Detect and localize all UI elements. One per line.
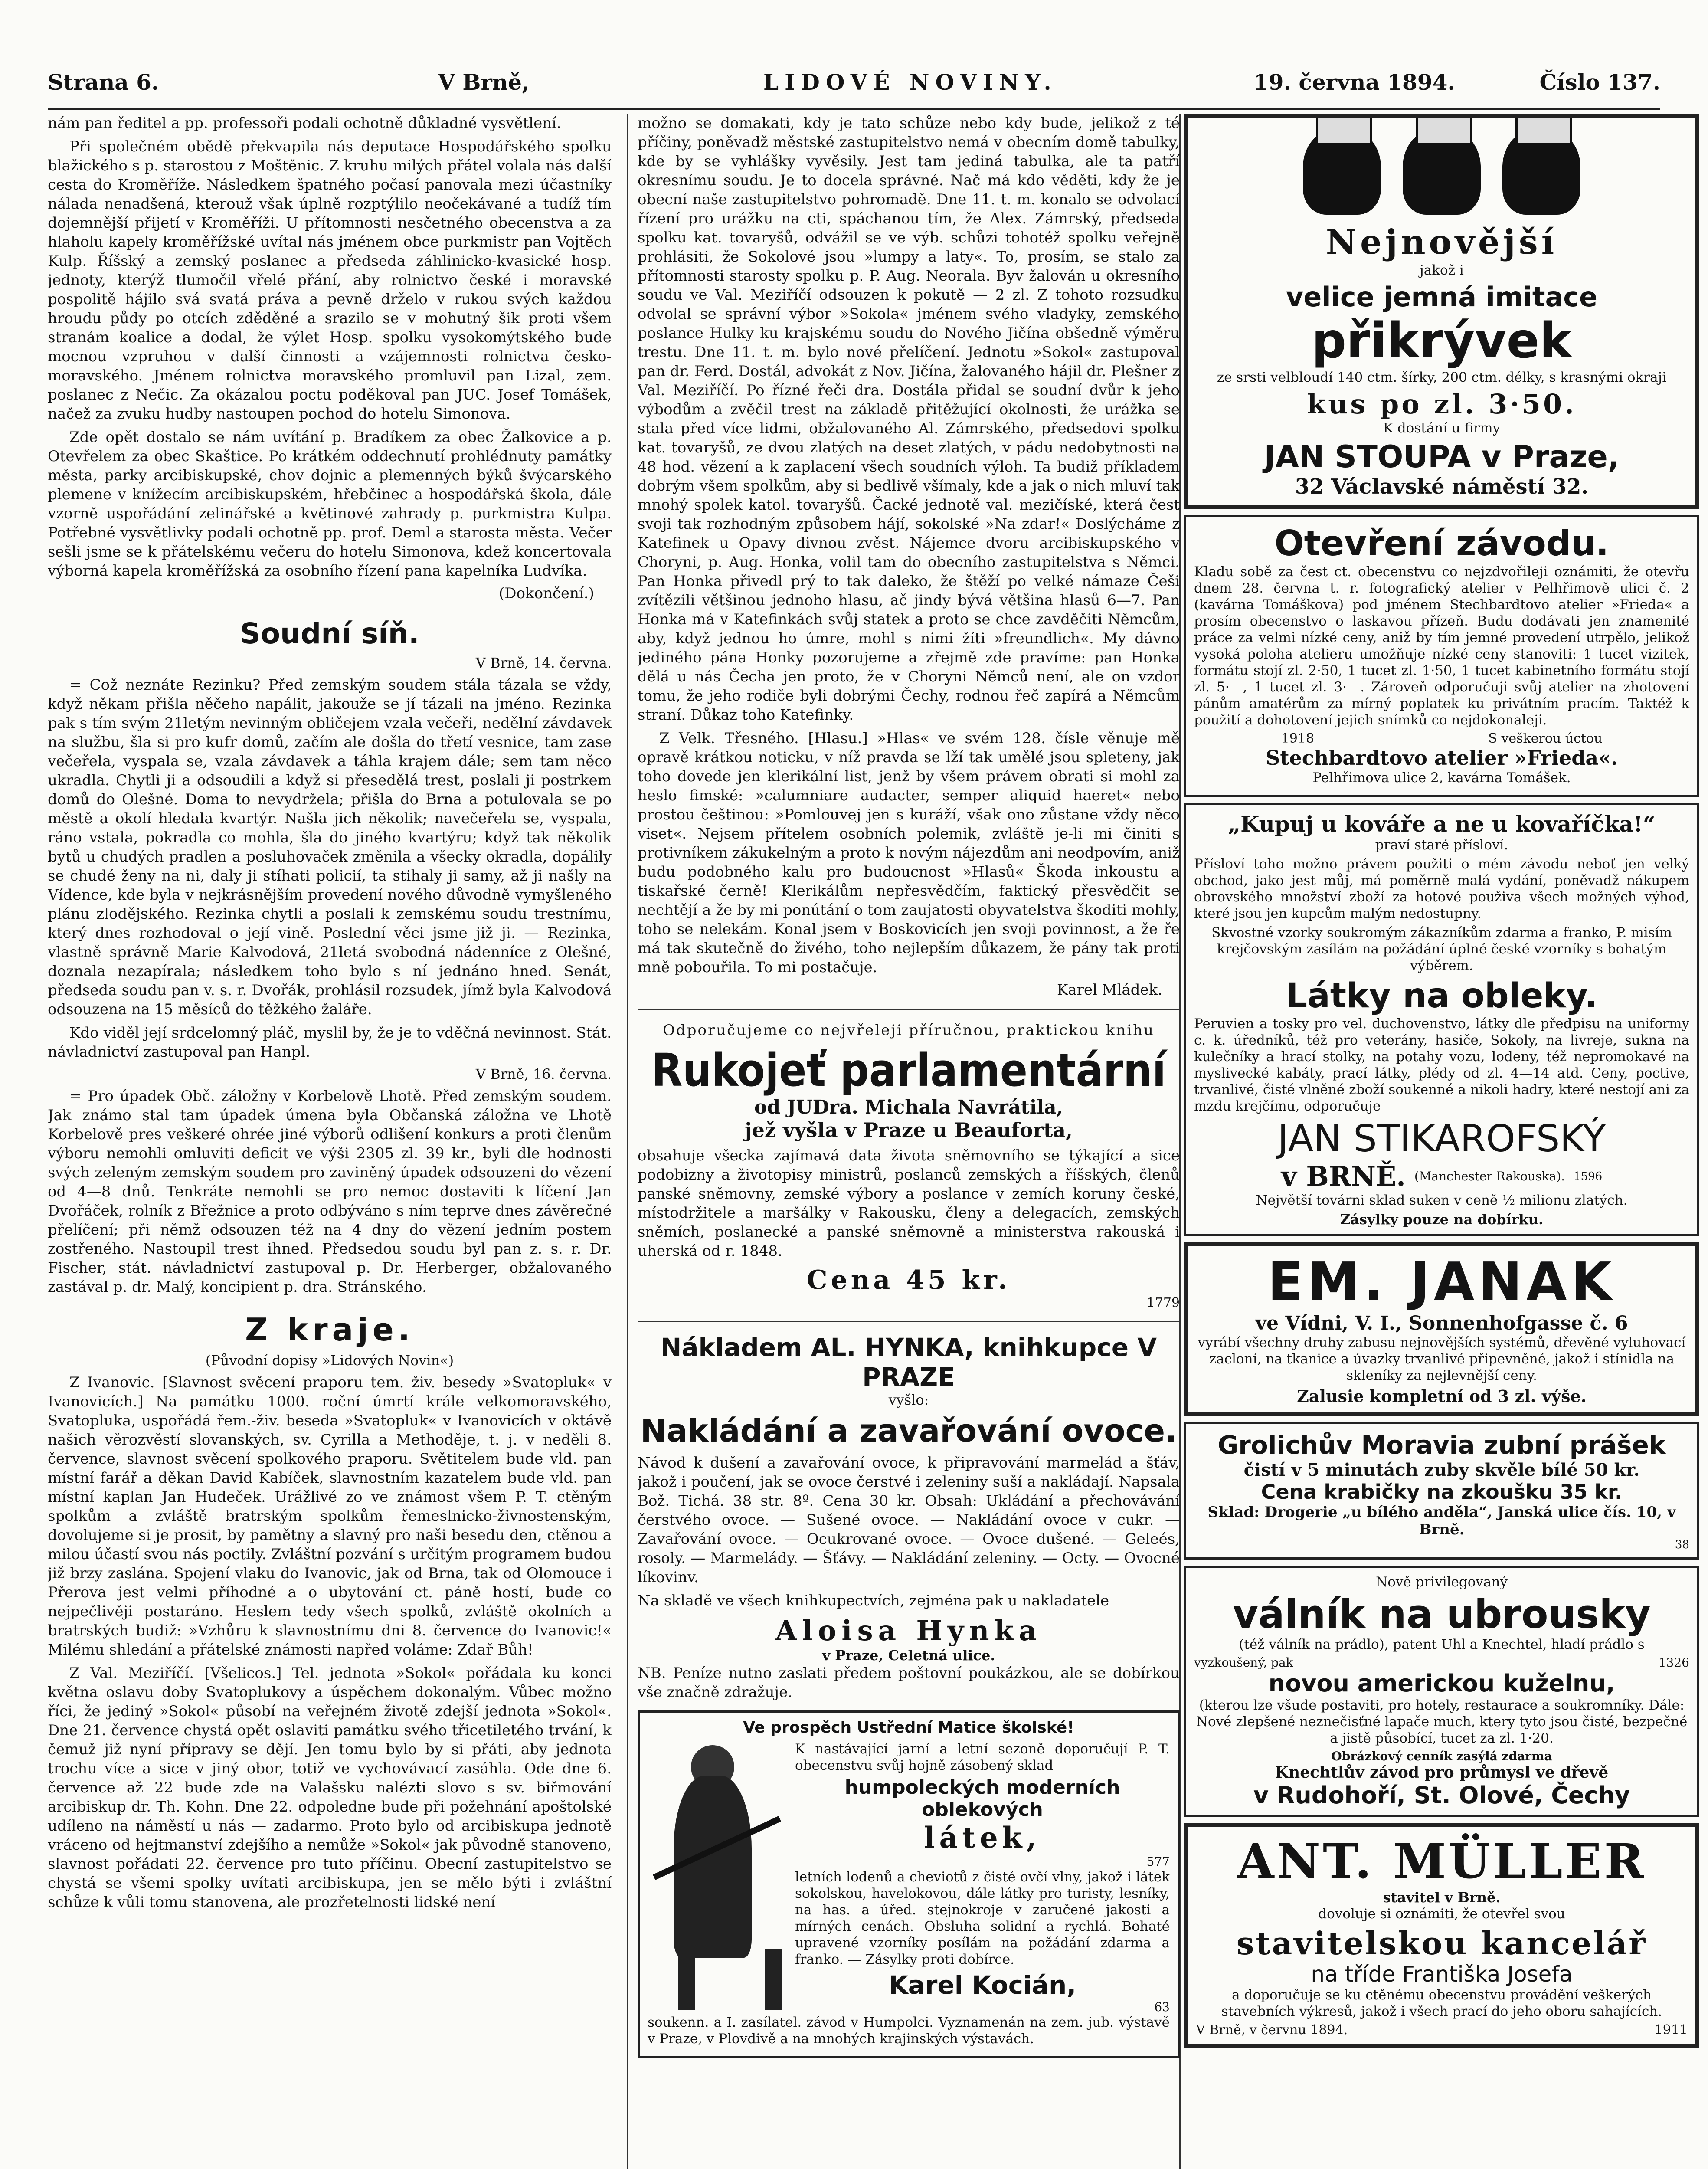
ad-text: Nově privilegovaný — [1376, 1574, 1508, 1590]
ad-price: Cena krabičky na zkoušku 35 kr. — [1261, 1480, 1623, 1504]
signature: Karel Mládek. — [1057, 981, 1162, 999]
ad-text: vyzkoušený, pak — [1194, 1655, 1293, 1670]
ad-number: 577 — [1146, 1854, 1170, 1869]
ad-number: 1918 — [1281, 731, 1315, 746]
ad-title: Nejnovější — [1325, 223, 1558, 262]
ad-text: a doporučuje se ku ctěnému obecenstvu provádění veškerých stavebních výkresů, jakož i všech prací do jeho oboru sahajících. — [1221, 1987, 1662, 2019]
hand-icon — [1403, 128, 1481, 215]
hand-icon — [1303, 128, 1381, 215]
ad-stoupa — [1184, 114, 1699, 509]
ad-name: JAN STOUPA v Praze, — [1264, 439, 1620, 475]
hand-icon — [1502, 128, 1580, 215]
dateline: V Brně, 16. června. — [475, 1066, 612, 1082]
ad-text: Největší továrni sklad suken v ceně ½ milionu zlatých. — [1256, 1193, 1628, 1208]
ad-text: Zásylky pouze na dobírku. — [1340, 1211, 1544, 1228]
divider — [638, 1009, 1180, 1010]
page-number: Strana 6. — [48, 69, 159, 95]
ad-number: 1326 — [1658, 1655, 1689, 1670]
issue-date: 19. června 1894. — [1253, 69, 1455, 95]
section-title: Z kraje. — [245, 1311, 415, 1348]
ad-text: NB. Peníze nutno zaslati předem poštovní poukázkou, ale se dobírkou vše značně zdražuje. — [638, 1664, 1180, 1701]
ad-text: praví staré přísloví. — [1375, 837, 1508, 853]
ad-address: v Rudohoří, St. Olové, Čechy — [1253, 1782, 1630, 1809]
ad-title: Otevření závodu. — [1274, 523, 1609, 564]
ad-janak — [1184, 1242, 1699, 1416]
ad-title: novou americkou kuželnu, — [1268, 1670, 1615, 1697]
ad-number: 38 — [1675, 1538, 1689, 1551]
ad-title: humpoleckých moderních oblekových — [844, 1776, 1120, 1821]
paragraph: Kdo viděl její srdcelomný pláč, myslil by, že je to vděčná nevinnost. Stát. návladnictví zastupoval pan Hanpl. — [48, 1024, 612, 1061]
dateline-place: V Brně, — [438, 69, 530, 95]
hands-illustration — [1196, 128, 1688, 215]
ad-text: obsahuje všecka zajímavá data života sněmovního se týkající a sice podobizny a životopisy ministrů, poslanců zemských a říšských, členů panské sněmovny, zemské výbory a poslance v zemích koruny české, místodržitele a maršálky v Rakousku, členy a delegacích, zemských sněmích, poslanecké a panské sněmovně a ministerstva rakouská i uherská od r. 1848. — [638, 1147, 1180, 1260]
ad-number: 1596 — [1574, 1170, 1603, 1183]
paragraph: Z Val. Meziříčí. [Všelicos.] Tel. jednota »Sokol« pořádala ku konci května oslavu doby Svatoplukovy a úspěchem dokonalým. Vůbec možno říci, že jediný »Sokol« působí na veřejném životě zdejší jednota »Sokol«. Dne 21. července chystá opět oslaviti památku svého třicetiletého trvání, k čemuž již nyní přípravy se dějí. Jen tomu bylo by si přáti, aby jednota trochu více a sice v jiný obor, totiž ve vychovávací zasáhla. Ode dne 6. července až 22 bude zde na Valašsku nalézti slovo s sv. biřmování arcibiskup dr. Th. Kohn. Dne 22. odpoledne bude při požehnání apoštolské udíleno na náměstí u nás — zadarmo. Proto bylo od arcibiskupa jednotě vráceno od hejtmanství zdejšího a nemůže »Sokol« jak původně stanoveno, slavnost pořádati 22. července pro tuto příčinu. Obecní zastupitelstvo se chystá se všemi spolky uvítati arcibiskupa, jen se mělo býti i zvláštní schůze k vůli tomu stanovena, ale prozřetelnosti lidské není — [48, 1664, 612, 1911]
ad-city: v BRNĚ. — [1281, 1160, 1406, 1192]
ad-title: Ve prospěch Ustřední Matice školské! — [743, 1719, 1074, 1737]
ad-number: 1779 — [1146, 1295, 1180, 1311]
ad-address: Pelhřimova ulice 2, kavárna Tomášek. — [1312, 770, 1571, 786]
paragraph: Z Ivanovic. [Slavnost svěcení praporu tem. živ. besedy »Svatopluk« v Ivanovicích.] Na památku 1000. roční úmrtí krále velkomoravského, Svatopluka, uspořádá řem.-živ. beseda »Svatopluk« v Ivanovicích v oktávě našich věrozvěstí slovanských, sv. Cyrilla a Methoděje, t. j. v neděli 8. července, slavnost svěcení spolkového praporu. Světitelem bude vld. pan místní farář a děkan David Kabíček, slavnostním kazatelem bude vld. pan místní kaplan Jan Hudeček. Urážlivé zo ve známost všem P. T. ctěným spolkům a zvláště bratrským spolkům řemeslnicko-živnostenským, dovolujeme si je prosit, by pamětny a slavný pro naši besedu den, ctěnou a milou účastí svou nás poctily. Zvláštní pozvání s určitým programem budou již brzy zaslána. Spojení vlaku do Ivanovic, jak od Brna, tak od Olomouce i Přerova jest velmi příhodné a o ubytování ct. páně hostí, bude co nejpečlivěji postaráno. Heslem tedy všech spolků, zvláště okolních a bratrských budiž: »Vzhůru k slavnostnímu dni 8. července do Ivanovic!« Milému shledání a přátelské známosti napřed voláme: Zdař Bůh! — [48, 1374, 612, 1658]
ad-text: letních lodenů a cheviotů z čisté ovčí vlny, jakož i látek sokolskou, havelokovou, dále látky pro turisty, lesníky, na has. a úřed. stejnokroje v zaručené jakosti a mírných cenách. Obsluha solidní a rychlá. Bohaté upravené vzorníky posílám na požádání zdarma a franko. — Zásylky proti dobírce. — [795, 1869, 1170, 1967]
ad-muller — [1184, 1823, 1699, 2048]
ad-number: 63 — [1154, 2000, 1170, 2014]
ad-hynek — [638, 1333, 1180, 1702]
paragraph: = Což neznáte Rezinku? Před zemským soudem stála tázala se vždy, když někam přišla něčeho napálit, jakouže se jí tázali na jméno. Rezinka pak s tím svým 21letým nevinným obličejem vzala večeři, nedělní závdavek na službu, šla si pro kufr domů, začím ale došla do třetí vesnice, tam zase večeřela, vyspala se, vzala závdavek a táhla krajem dále; sem tam něco ukradla. Chytli ji a odsoudili a když si přesedělá trest, poslali ji postrkem domů do Olešné. Doma to nevydržela; přišla do Brna a potulovala se po městě a okolí hledala kvartýr. Našla jich několik; navečeřela se, vyspala, ráno vstala, pokradla co mohla, šla do jiného kvartýru; když tak několik bytů u chudých pradlen a posluhovaček změnila a všecky okradla, dopálily se chudé ženy na ni, daly ji stíhati policií, ta stihaly ji samy, až ji našly na Vídence, kde byla v nejkrásnějším provedení nového důvodně vymyšleného plánu zlodějského. Rezinka chytli a poslali k zemskému soudu trestnímu, který dnes rozhodoval o její vině. Poslední věci jsme již ji. — Rezinka, vlastně správně Marie Kalvodová, 21letá svobodná nádenníce z Olešné, doznala nezapírala; následkem toho bylo s ní jednáno hned. Senát, předseda soudu pan v. s. r. Dvořák, prohlásil rozsudek, jímž byla Kalvodová odsouzena na 15 měsíců do těžkého žaláře. — [48, 676, 612, 1018]
ad-title: Látky na obleky. — [1286, 976, 1598, 1016]
masthead-title: LIDOVÉ NOVINY. — [763, 69, 1057, 95]
ad-address: ve Vídni, V. I., Sonnenhofgasse č. 6 — [1255, 1312, 1628, 1334]
ad-text: Na skladě ve všech knihkupectvích, zejména pak u nakladatele — [638, 1592, 1109, 1609]
ad-title: válník na ubrousky — [1233, 1592, 1651, 1637]
ad-text: Obrázkový cenník zasýlá zdarma — [1331, 1749, 1552, 1763]
ad-text: ze srsti velbloudí 140 ctm. šírky, 200 ctm. délky, s krasnými okraji — [1217, 370, 1667, 385]
ad-text: K nastávající jarní a letní sezoně doporučují P. T. obecenstvu svůj hojně zásobený sklad — [795, 1741, 1170, 1773]
ad-title: přikrývek — [1312, 313, 1572, 369]
ad-publisher: jež vyšla v Praze u Beauforta, — [744, 1118, 1073, 1142]
ad-title: látek, — [924, 1821, 1041, 1854]
ad-address: Sklad: Drogerie „u bílého anděla“, Janská ulice čís. 10, v Brně. — [1207, 1504, 1676, 1538]
ad-name: Stechbardtovo atelier »Frieda«. — [1265, 746, 1618, 770]
ad-text: (kterou lze všude postaviti, pro hotely, restaurace a soukromníky. Dále: Nové zlepšené neznečisťné lapače much, ktery tyto jsou čisté, bezpečné a jistě působící, tucet za zl. 1·20. — [1196, 1697, 1688, 1746]
ad-text: dovoluje si oznámiti, že otevřel svou — [1318, 1906, 1565, 1922]
ad-title: Grolichův Moravia zubní prášek — [1217, 1430, 1666, 1460]
hunter-figure — [648, 1741, 786, 2010]
column-3 — [1184, 114, 1699, 2054]
ad-text: Zalusie kompletní od 3 zl. výše. — [1297, 1386, 1587, 1406]
paragraph: Zde opět dostalo se nám uvítání p. Bradíkem za obec Žalkovice a p. Otevřelem za obec Skaštice. Po krátkém oddechnutí prohlédnuty památky města, parky arcibiskupské, chov dojnic a plemenných býků švýcarského plemene v knížecím arcibiskupském, hřebčinec a hospodářská škola, dále vzorně uspořádání zelinářské a květinové zahrady p. purkmistra Kulpa. Potřebné vysvětlivky podali ochotně pp. prof. Deml a starosta města. Večer sešli jsme se k přátelskému večeru do hotelu Simonova, kdež koncertovala výborná kapela kroměřížská za osobního řízení pana kapelníka Ludvíka. — [48, 429, 612, 580]
ad-rukojet — [638, 1021, 1180, 1311]
ad-text: Kladu sobě za čest ct. obecenstvu co nejzdvořileji oznámiti, že otevřu dnem 28. června t. r. fotografický atelier v Pelhřimově ulici č. 2 (kavárna Tomáškova) pod jménem Stechbardtovo atelier »Frieda« a prosím obecenstvo o laskavou přízeň. Budu dodávati jen znamenité práce za velmi nízké ceny, aniž by tím jemné provedení utrpělo, jelikož vysoká poloha atelieru umožňuje nízké ceny stanoviti: 1 tucet vizitek, formátu stojí zl. 2·50, 1 tucet zl. 1·50, 1 tucet kabinetního formátu stojí zl. 5·—, 1 tucet zl. 3·—. Zároveň odporučuji svůj atelier na zhotovení pánům amatérům za mírný poplatek ku privátním pracím. Taktéž k použití a dohotovení jejich snímků co nejdokonaleji. — [1194, 564, 1689, 728]
continuation-note: (Dokončení.) — [499, 585, 594, 602]
ad-name: Knechtlův závod pro průmysl ve dřevě — [1275, 1763, 1609, 1782]
ad-name: Aloisa Hynka — [775, 1615, 1042, 1647]
paragraph: možno se domakati, kdy je tato schůze nebo kdy bude, jelikož z té příčiny, poněvadž městské zastupitelstvo nemá v obecním domě tabulky, kde by se vyhlášky vyvěsily. Jest tam jediná tabulka, ale ta patří okresnímu soudu. Je to docela správné. Nač má kdo věděti, kdy že je obecní naše zastupitelstvo pohromadě. Dne 11. t. m. konalo se odvolací řízení pro urážku na cti, spáchanou tím, že Alex. Zámrský, předseda spolku kat. tovaryšů, odvážil se ve výb. schůzi tohotéž spolku veřejně prohlásiti, že Sokolové jsou »lumpy a laty«. To, prosím, se stalo za přítomnosti starosty spolku p. P. Aug. Neorala. Byv žalován u okresního soudu ve Val. Meziříčí odsouzen k pokutě — 2 zl. Z tohoto rozsudku odvolal se správní výbor »Sokola« jménem svého vladyky, zemského poslance Hulky ku krajskému soudu do Nového Jičína obšedně výměru trestu. Dne 11. t. m. bylo nové přelíčení. Jednotu »Sokol« zastupoval pan dr. Ferd. Dostál, advokát z Nov. Jičína, žalovaného hájil dr. Plešner z Val. Meziříčí. Po řízné řeči dra. Dostála přidal se soudní dvůr k jeho výbodům a zvěčil trest na základě přitěžující okolnosti, že urážka se stala před více lidmi, obžalovaného Al. Zámrského, předsedovi spolku kat. tovaryšů, ze dvou zlatých na deset zlatých, v pádu nedobytnosti na 48 hod. vězení a k zaplacení všech soudních výloh. Ta budiž příkladem dobrým všem spolkům, aby si bedlivě všímaly, kde a jak o nich mluví tak mnohý spolek katol. tovaryšů. Čacké jednotě val. mezičíské, která čest svoji tak rozhodným způsobem hájí, sokolské »Na zdar!« Doslýcháme z Katefinek u Opavy divnou zvěst. Nájemce dvoru arcibiskupského v Choryni, p. Aug. Honka, volil tam do obecního zastupitelstva s Němci. Pan Honka přivedl prý to tak daleko, že štěží po velké námaze Češi zvítězili většinou jednoho hlasu, ač jindy bývá většina hlasů 6—7. Pan Honka má v Katefinkách svůj statek a proto se chce zavděčiti Němcům, aby, když jednou ho úmre, mohl s nimi žíti »freundlich«. My dávno jediného pána Honky pozorujeme a zřejmě zde pravíme: pan Honka dělá u nás Čecha jen proto, že v Choryni Němců není, ale on vzdor tomu, že jeho rodiče byli dobrými Čechy, rodnou řeč zapírá a Němcům straní. Důkaz toho Katefinky. — [638, 115, 1180, 724]
ad-text: K dostání u firmy — [1383, 420, 1501, 436]
ad-price: kus po zl. 3·50. — [1307, 388, 1577, 420]
paragraph: Z Velk. Třesného. [Hlasu.] »Hlas« ve svém 128. čísle věnuje mě opravě krátkou noticku, v níž pravda se lží tak umělé jsou spleteny, jak toho dovede jen klerikální list, jenž by všem právem obrati si mohl za heslo fimské: »calumniare audacter, semper aliquid haeret« nebo prostou češtinou: »Pomlouvej jen s kuráží, však ono zůstane vždy něco viset«. Nejsem přítelem osobních polemik, zvláště je-li mi činiti s protivníkem zákukelným a proto k novým nájezdům ani neodpovím, aniž budu podobného kalu pro budoucnost »Hlasů« Škoda inkoustu a tiskařské černě! Klerikálům nepřesvědčím, faktický přesvědčit se nechtějí a že by mi ponútání o tom zaujatosti obyvatelstva škoditi mohly, toho se nelekám. Konal jsem v Boskovicích jen svoji povinnost, a že ře má tak skutečně do živého, toho nejlepším důkazem, že pány tak proti mně pobouřila. To mi postačuje. — [638, 730, 1180, 976]
ad-title: Nákladem AL. HYNKA, knihkupce V PRAZE — [660, 1333, 1157, 1392]
paragraph: Při společném obědě překvapila nás deputace Hospodářského spolku blažického s p. starostou z Moštěnic. Z kruhu milých přátel volala nás další cesta do Kroměříže. Následkem špatného počasí panovala mezi účastníky nálada nenadšená, kterouž však úplně rozptýlilo neočekávané a tudíž tím dojemnější přijetí v Kroměříži. U přítomnosti nesčetného obecenstva a za hlaholu kapely kroměřížské uvítal nás jménem obce purkmistr pan Vojtěch Kulp. Říšský a zemský poslanec a předseda záhlinicko-kvasické hosp. jednoty, kterýž tlumočil vřelé přání, aby rolnictvo české i moravské pospolitě hájilo svá svatá práva a pevně drželo v rukou svých každou hroudu půdy po otcích zděděné a srazilo se v mohutný šik proti všem stranám koalice a dodal, že výlet Hosp. spolku vysokomýtského bude mocnou vzpruhou v další činnosti a vzájemnosti rolnictva česko-moravského. Jménem rolnictva moravského promluvil pan Lizal, zem. poslanec z Nečic. Za okázalou poctu poděkoval pan JUC. Josef Tomášek, načež za zvuku hudby nastoupen pochod do hotelu Simonova. — [48, 138, 612, 423]
ad-kocian — [638, 1710, 1180, 2058]
ad-frieda — [1184, 515, 1699, 797]
dateline: V Brně, 14. června. — [475, 655, 612, 671]
ad-address: 32 Václavské náměstí 32. — [1295, 475, 1589, 499]
ad-text: Přísloví toho možno právem použiti o mém závodu neboť jen velký obchod, jako jest můj, má poměrně malá vydání, poněvadž nákupem obrovského množství zboží za hotové použiva všech možných výhod, které jsou jen kupcům malým nedostupny. — [1194, 856, 1689, 921]
ad-title: Rukojeť parlamentární — [651, 1044, 1166, 1097]
section-title: Soudní síň. — [240, 617, 419, 650]
ad-name: EM. JANAK — [1267, 1252, 1616, 1312]
divider — [638, 1321, 1180, 1322]
ad-price: Cena 45 kr. — [806, 1265, 1011, 1295]
ad-knechtl — [1184, 1566, 1699, 1817]
ad-title: „Kupuj u kováře a ne u kovaříčka!“ — [1228, 811, 1656, 837]
ad-text: soukenn. a I. zasílatel. závod v Humpolci. Vyznamenán na zem. jub. výstavě v Praze, v Plovdivě a na mnohých krajinských výstavách. — [648, 2015, 1170, 2047]
ad-text: vyšlo: — [888, 1392, 929, 1408]
ad-text: čistí v 5 minutách zuby skvěle bílé 50 kr. — [1243, 1460, 1640, 1480]
ad-name: JAN STIKAROFSKÝ — [1277, 1117, 1606, 1160]
ad-text: Skvostné vzorky soukromým zákazníkům zdarma a franko, P. misím krejčovským zasílám na požádání úplné české vzorníky s bohatým výběrem. — [1211, 925, 1672, 973]
ad-address: v Praze, Celetná ulice. — [822, 1647, 995, 1664]
ad-stikarofsky — [1184, 803, 1699, 1236]
ad-number: 1911 — [1654, 2022, 1688, 2038]
column-rule — [627, 114, 628, 2169]
ad-name: ANT. MÜLLER — [1237, 1833, 1646, 1889]
column-1 — [48, 114, 612, 1916]
ad-title: Nakládání a zavařování ovoce. — [640, 1412, 1177, 1449]
paragraph: nám pan ředitel a pp. professoři podali ochotně důkladné vysvětlení. — [48, 115, 561, 132]
ad-text: jakož i — [1420, 262, 1464, 278]
ad-title: stavitelskou kancelář — [1236, 1925, 1647, 1962]
page-header — [48, 61, 1660, 110]
ad-text: (Manchester Rakouska). — [1414, 1169, 1565, 1183]
ad-grolich — [1184, 1422, 1699, 1560]
ad-name: Karel Kocián, — [888, 1970, 1076, 2000]
ad-text: Odporučujeme co nejvřeleji příručnou, praktickou knihu — [663, 1022, 1155, 1039]
ad-text: stavitel v Brně. — [1383, 1889, 1501, 1906]
ad-text: Návod k dušení a zavařování ovoce, k připravování marmelád a šťáv, jakož i poučení, jak se ovoce čerstvé i zeleniny suší a nakládají. Napsala Bož. Tichá. 38 str. 8º. Cena 30 kr. Obsah: Ukládání a přechovávání čerstvého ovoce. — Sušené ovoce. — Nakládání ovoce v cukr. — Zavařování ovoce. — Ocukrované ovoce. — Ovoce dušené. — Geleés, rosoly. — Marmelády. — Šťávy. — Nakládání zeleniny. — Octy. — Ovocné líkovinv. — [638, 1454, 1180, 1586]
ad-text: S veškerou úctou — [1488, 731, 1603, 746]
ad-author: od JUDra. Michala Navrátila, — [754, 1096, 1063, 1118]
ad-text: Peruvien a tosky pro vel. duchovenstvo, látky dle předpisu na uniformy c. k. úředníků, též pro veterány, hasiče, Sokoly, na livreje, sukna na kulečníky a hrací stolky, na potahy vozu, lodeny, též nepromokavé na myslivecké kabáty, prací látky, plédy od zl. 4—14 atd. Ceny, poctive, trvanlivé, čisté vlněné zboží soukenné a nikoli hadry, které nestojí ani za mzdu krejčímu, odporučuje — [1194, 1016, 1689, 1114]
section-subtitle: (Původní dopisy »Lidových Novin«) — [205, 1352, 454, 1369]
column-2 — [638, 114, 1180, 2064]
ad-line: velice jemná imitace — [1286, 281, 1598, 313]
ad-address: na tříde Františka Josefa — [1311, 1962, 1573, 1987]
ad-text: vyrábí všechny druhy zabusu nejnovějších systémů, dřevěné vyluhovací zacloní, na tkanice a úvazky trvanlivé připevněné, jakož i stínidla na skleníky za nejlevnější ceny. — [1198, 1335, 1686, 1383]
issue-number: Číslo 137. — [1539, 69, 1660, 95]
ad-date: V Brně, v červnu 1894. — [1196, 2022, 1348, 2038]
ad-text: (též válník na prádlo), patent Uhl a Knechtel, hladí prádlo s — [1239, 1637, 1645, 1652]
paragraph: = Pro úpadek Obč. záložny v Korbelově Lhotě. Před zemským soudem. Jak známo stal tam úpadek úmena byla Občanská záložna ve Lhotě Korbelově pres veškeré ohrée jiné výborů odlišení konkurs a proti členům výboru nemohli omluviti deficit ve výši 2305 zl. 39 kr., byli dle hodnosti svých zeleným zemským soudem pro zaviněný úpadek odsouzeni do vězení od 4—8 dnů. Tenkráte nemohli se pro nemoc dostaviti k líčení Jan Dvořáček, rolník z Břežnice a proto odbýváno s ním teprve dnes závěrečné přelíčení; při němž odsouzen též na 4 dny do vězení jedním postem zostřeného. Nastoupil trest ihned. Předsedou soudu byl pan z. s. r. Dr. Fischer, stát. návladnictví zastupoval p. Dr. Herberger, obžalovaného zastával p. dr. Malý, koncipient p. dra. Stránského. — [48, 1088, 612, 1296]
